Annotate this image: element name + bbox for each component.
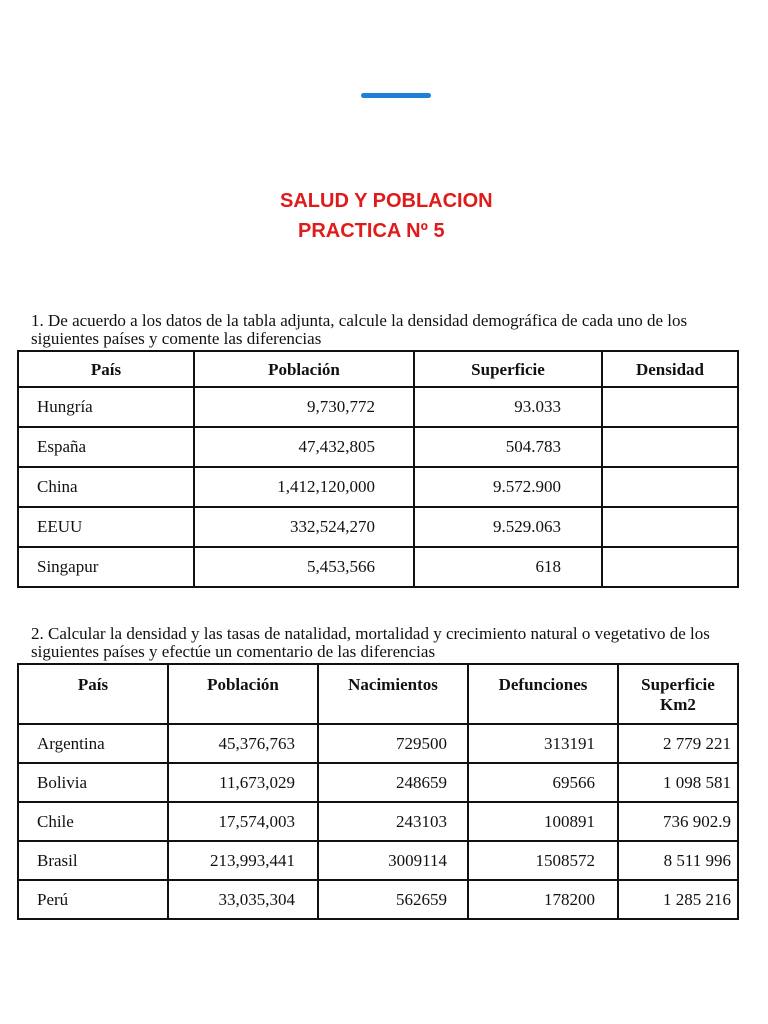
cell-superficie: 1 285 216 — [618, 880, 738, 919]
cell-nacimientos: 243103 — [318, 802, 468, 841]
cell-pais: Perú — [18, 880, 168, 919]
column-header-superficie-km2: Superficie Km2 — [618, 664, 738, 724]
cell-superficie: 9.572.900 — [414, 467, 602, 507]
cell-densidad — [602, 387, 738, 427]
vital-rates-table — [17, 663, 739, 920]
cell-poblacion: 332,524,270 — [194, 507, 414, 547]
column-header-poblacion: Población — [168, 664, 318, 724]
column-header-defunciones: Defunciones — [468, 664, 618, 724]
cell-superficie: 2 779 221 — [618, 724, 738, 763]
question-1-text: 1. De acuerdo a los datos de la tabla adjunta, calcule la densidad demográfica de cada uno de los siguientes países y comente las diferencias — [31, 311, 688, 348]
table-row — [18, 802, 738, 841]
table-row — [18, 841, 738, 880]
density-table — [17, 350, 739, 588]
cell-poblacion: 47,432,805 — [194, 427, 414, 467]
page-title: SALUD Y POBLACION — [280, 190, 493, 212]
table-row — [18, 507, 738, 547]
cell-densidad — [602, 547, 738, 587]
cell-densidad — [602, 467, 738, 507]
cell-poblacion: 1,412,120,000 — [194, 467, 414, 507]
cell-superficie: 736 902.9 — [618, 802, 738, 841]
column-header-densidad: Densidad — [602, 351, 738, 387]
question-2-text: 2. Calcular la densidad y las tasas de natalidad, mortalidad y crecimiento natural o vegetativo de los siguientes países y efectúe un comentario de las diferencias — [31, 624, 710, 661]
cell-superficie: 618 — [414, 547, 602, 587]
table-row — [18, 467, 738, 507]
cell-superficie: 504.783 — [414, 427, 602, 467]
cell-superficie: 93.033 — [414, 387, 602, 427]
cell-defunciones: 1508572 — [468, 841, 618, 880]
table-header-row — [18, 664, 738, 724]
cell-poblacion: 45,376,763 — [168, 724, 318, 763]
cell-defunciones: 313191 — [468, 724, 618, 763]
table-row — [18, 427, 738, 467]
table-row — [18, 763, 738, 802]
cell-pais: España — [18, 427, 194, 467]
cell-pais: EEUU — [18, 507, 194, 547]
cell-superficie: 9.529.063 — [414, 507, 602, 547]
table-row — [18, 547, 738, 587]
column-header-superficie: Superficie — [414, 351, 602, 387]
table-row — [18, 387, 738, 427]
accent-bar — [361, 93, 431, 98]
table-row — [18, 724, 738, 763]
cell-nacimientos: 248659 — [318, 763, 468, 802]
cell-pais: Singapur — [18, 547, 194, 587]
cell-defunciones: 100891 — [468, 802, 618, 841]
cell-pais: Argentina — [18, 724, 168, 763]
column-header-nacimientos: Nacimientos — [318, 664, 468, 724]
cell-pais: Brasil — [18, 841, 168, 880]
cell-pais: Hungría — [18, 387, 194, 427]
table-header-row — [18, 351, 738, 387]
table-row — [18, 880, 738, 919]
cell-densidad — [602, 427, 738, 467]
cell-nacimientos: 562659 — [318, 880, 468, 919]
cell-nacimientos: 3009114 — [318, 841, 468, 880]
cell-superficie: 8 511 996 — [618, 841, 738, 880]
cell-poblacion: 17,574,003 — [168, 802, 318, 841]
cell-poblacion: 33,035,304 — [168, 880, 318, 919]
cell-pais: Chile — [18, 802, 168, 841]
cell-poblacion: 5,453,566 — [194, 547, 414, 587]
page-subtitle: PRACTICA Nº 5 — [298, 220, 445, 242]
cell-nacimientos: 729500 — [318, 724, 468, 763]
cell-poblacion: 11,673,029 — [168, 763, 318, 802]
column-header-pais: País — [18, 351, 194, 387]
cell-poblacion: 9,730,772 — [194, 387, 414, 427]
cell-densidad — [602, 507, 738, 547]
column-header-poblacion: Población — [194, 351, 414, 387]
column-header-pais: País — [18, 664, 168, 724]
cell-poblacion: 213,993,441 — [168, 841, 318, 880]
cell-defunciones: 178200 — [468, 880, 618, 919]
cell-superficie: 1 098 581 — [618, 763, 738, 802]
cell-pais: China — [18, 467, 194, 507]
cell-pais: Bolivia — [18, 763, 168, 802]
cell-defunciones: 69566 — [468, 763, 618, 802]
